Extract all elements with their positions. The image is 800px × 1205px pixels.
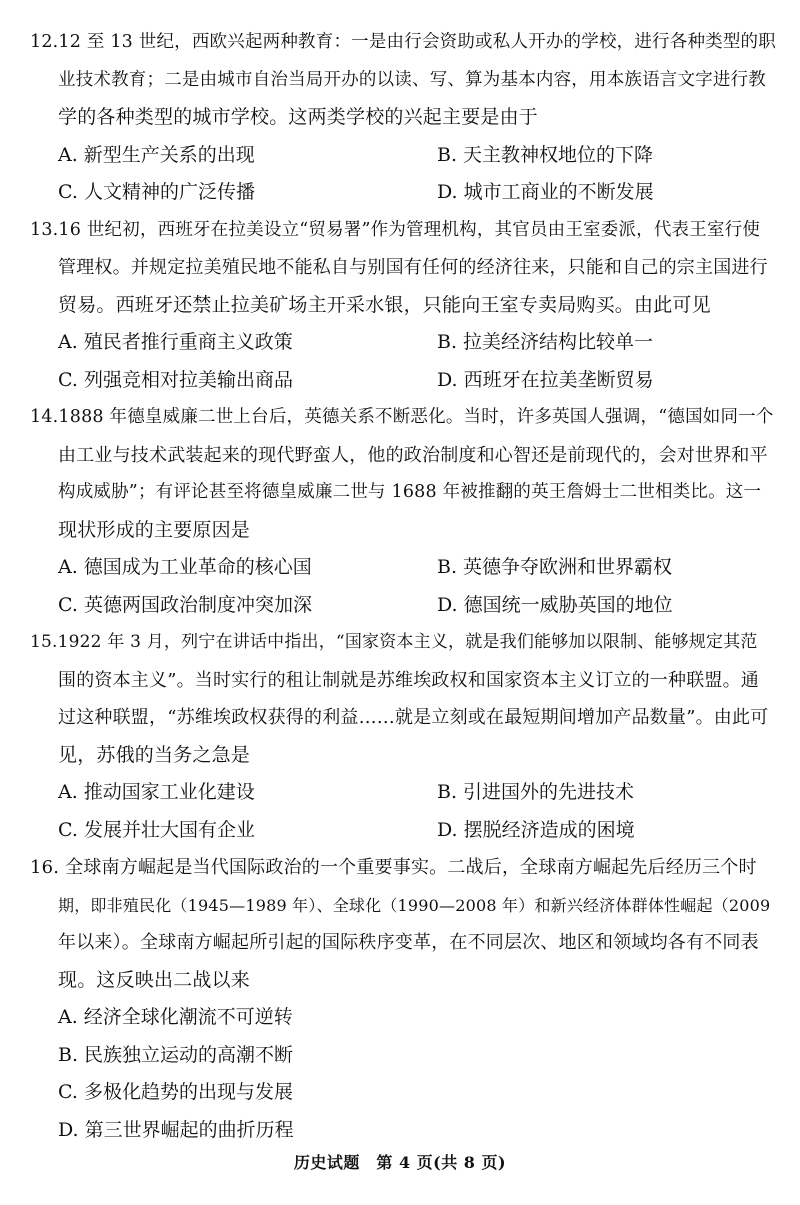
question-16-stem-line-4: 现。这反映出二战以来 (58, 968, 251, 991)
question-15-option-d: D. 摆脱经济造成的困境 (437, 818, 635, 841)
question-15-stem-line-2: 围的资本主义”。当时实行的租让制就是苏维埃政权和国家资本主义订立的一种联盟。通 (58, 669, 759, 691)
question-13-option-d: D. 西班牙在拉美垄断贸易 (437, 368, 654, 391)
question-15 (30, 624, 776, 849)
question-15-option-a: A. 推动国家工业化建设 (58, 781, 255, 803)
question-15-option-b: B. 引进国外的先进技术 (437, 781, 635, 803)
question-14-option-a: A. 德国成为工业革命的核心国 (58, 556, 312, 578)
question-15-options-row-1 (30, 774, 776, 812)
question-13-option-a: A. 殖民者推行重商主义政策 (58, 331, 293, 353)
question-16 (30, 849, 776, 1149)
question-13 (30, 212, 776, 400)
question-14-option-c: C. 英德两国政治制度冲突加深 (58, 593, 312, 616)
question-16-option-d: D. 第三世界崛起的曲折历程 (58, 1118, 294, 1141)
question-12-option-d: D. 城市工商业的不断发展 (437, 181, 654, 203)
question-16-option-c: C. 多极化趋势的出现与发展 (58, 1081, 293, 1103)
question-12 (30, 24, 776, 212)
question-12-option-c: C. 人文精神的广泛传播 (58, 181, 255, 203)
question-12-option-a: A. 新型生产关系的出现 (58, 143, 255, 166)
question-13-options-row-1 (30, 324, 776, 362)
question-13-options-row-2 (30, 362, 776, 400)
question-13-option-c: C. 列强竞相对拉美输出商品 (58, 368, 293, 391)
question-12-stem-line-3: 学的各种类型的城市学校。这两类学校的兴起主要是由于 (58, 106, 539, 128)
question-15-options-row-2 (30, 812, 776, 850)
question-13-stem-line-3: 贸易。西班牙还禁止拉美矿场主开采水银，只能向王室专卖局购买。由此可见 (58, 293, 711, 316)
question-16-stem-line-3: 年以来）。全球南方崛起所引起的国际秩序变革，在不同层次、地区和领域均各有不同表 (58, 932, 759, 953)
question-13-stem-line-2: 管理权。并规定拉美殖民地不能私自与别国有任何的经济往来，只能和自己的宗主国进行 (58, 257, 768, 278)
question-13-option-b: B. 拉美经济结构比较单一 (437, 331, 654, 353)
question-14-stem-line-1: 14.1888 年德皇威廉二世上台后，英德关系不断恶化。当时，许多英国人强调，“德国如同一个 (30, 407, 774, 427)
question-12-stem-line-1: 12.12 至 13 世纪，西欧兴起两种教育：一是由行会资助或私人开办的学校，进行各种类型的职 (30, 32, 776, 52)
question-14-stem-line-2: 由工业与技术武装起来的现代野蛮人，他的政治制度和心智还是前现代的，会对世界和平 (58, 444, 768, 466)
question-15-stem-line-3: 过这种联盟，“苏维埃政权获得的利益……就是立刻或在最短期间增加产品数量”。由此可 (58, 707, 769, 728)
question-14-options-row-1 (30, 549, 776, 587)
question-12-stem-line-2: 业技术教育；二是由城市自治当局开办的以读、写、算为基本内容，用本族语言文字进行教 (58, 69, 766, 90)
question-16-option-b: B. 民族独立运动的高潮不断 (58, 1043, 294, 1066)
question-16-option-a: A. 经济全球化潮流不可逆转 (58, 1006, 293, 1028)
question-14-stem-line-3: 构成威胁”；有评论甚至将德皇威廉二世与 1688 年被推翻的英王詹姆士二世相类比。这一 (58, 482, 762, 502)
question-14 (30, 399, 776, 624)
question-13-stem-line-1: 13.16 世纪初，西班牙在拉美设立“贸易署”作为管理机构，其官员由王室委派，代表王室行使 (30, 219, 761, 240)
question-15-stem-line-4: 见，苏俄的当务之急是 (58, 743, 251, 766)
question-15-stem-line-1: 15.1922 年 3 月，列宁在讲话中指出，“国家资本主义，就是我们能够加以限制、能够规定其范 (30, 632, 758, 652)
question-14-option-d: D. 德国统一威胁英国的地位 (437, 593, 673, 616)
question-15-option-c: C. 发展并壮大国有企业 (58, 818, 255, 841)
question-12-options-row-1 (30, 137, 776, 175)
question-12-options-row-2 (30, 174, 776, 212)
question-16-stem-line-2: 期，即非殖民化（1945—1989 年）、全球化（1990—2008 年）和新兴经济体群体性崛起（2009 (58, 895, 771, 915)
question-14-options-row-2 (30, 587, 776, 625)
question-12-option-b: B. 天主教神权地位的下降 (437, 143, 654, 166)
page-footer: 历史试题 第 4 页(共 8 页) (293, 1153, 507, 1172)
question-14-stem-line-4: 现状形成的主要原因是 (58, 518, 251, 541)
question-16-stem-line-1: 16. 全球南方崛起是当代国际政治的一个重要事实。二战后，全球南方崛起先后经历三个时 (30, 857, 757, 878)
question-14-option-b: B. 英德争夺欧洲和世界霸权 (437, 556, 673, 578)
